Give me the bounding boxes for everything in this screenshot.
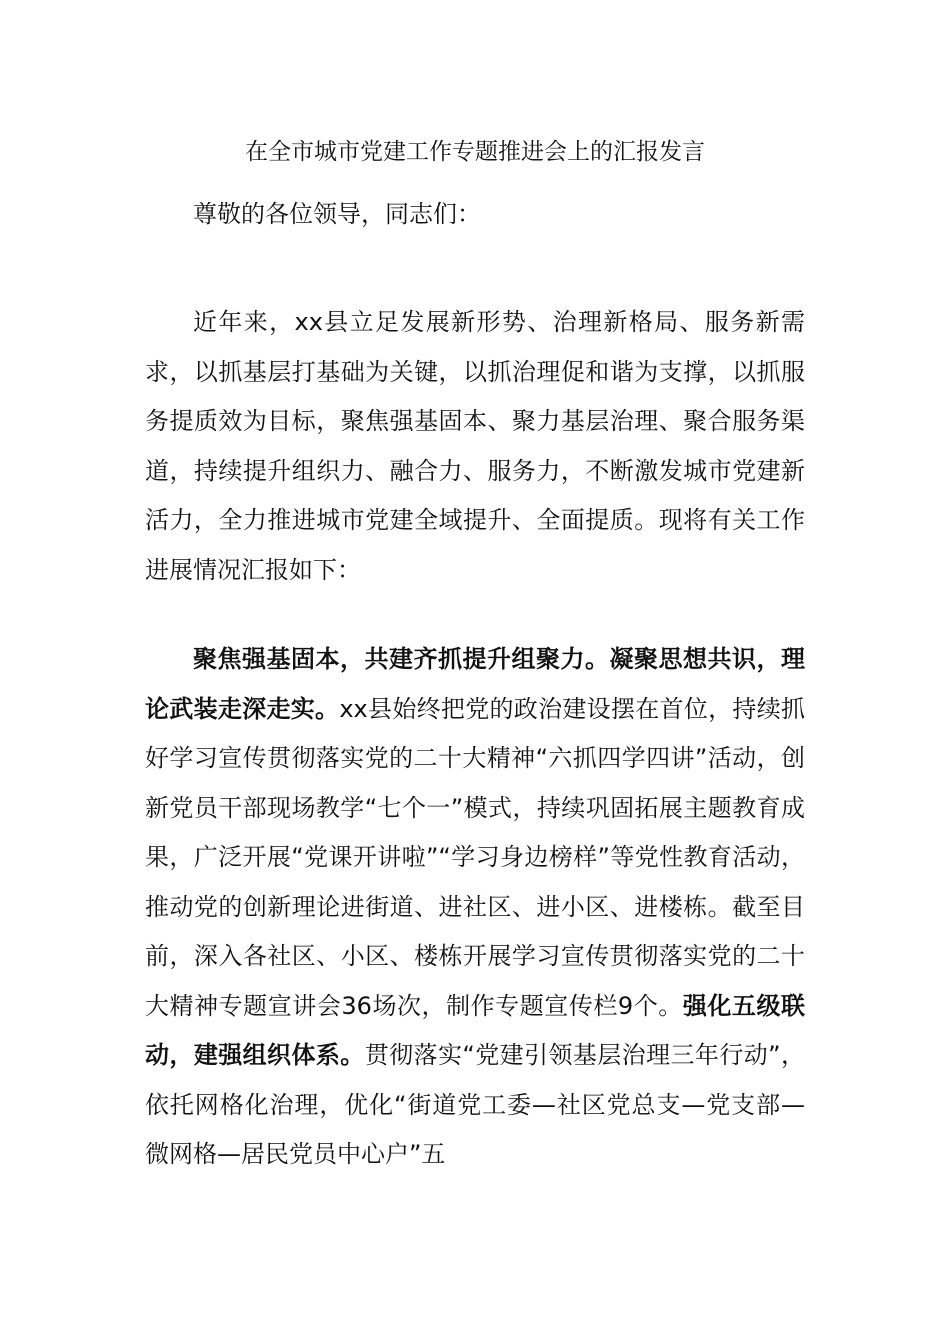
subsection-heading-organization: 强化五级联动，建强组织体系。 xyxy=(145,991,805,1069)
subsection-text-theory: xx县始终把党的政治建设摆在首位，持续抓好学习宣传贯彻落实党的二十大精神“六抓四学四讲”活动，创新党员干部现场教学“七个一”模式，持续巩固拓展主题教育成果，广泛开展“党课开讲啦”“学习身边榜样”等党性教育活动，推动党的创新理论进街道、进社区、进小区、进楼栋。截至目前，深入各社区、小区、楼栋开展学习宣传贯彻落实党的二十大精神专题宣讲会36场次，制作专题宣传栏9个。 xyxy=(145,694,806,1020)
salutation: 尊敬的各位领导，同志们： xyxy=(193,200,481,228)
intro-paragraph: 近年来，xx县立足发展新形势、治理新格局、服务新需求，以抓基层打基础为关键，以抓治理促和谐为支撑，以抓服务提质效为目标，聚焦强基固本、聚力基层治理、聚合服务渠道，持续提升组织力、融合力、服务力，不断激发城市党建新活力，全力推进城市党建全域提升、全面提质。现将有关工作进展情况汇报如下： xyxy=(145,308,805,584)
section-heading: 聚焦强基固本，共建齐抓提升组聚力。 xyxy=(193,645,610,673)
subsection-heading-theory: 凝聚思想共识，理论武装走深走实。 xyxy=(145,645,805,723)
document-title: 在全市城市党建工作专题推进会上的汇报发言 xyxy=(245,139,705,165)
section-paragraph xyxy=(145,635,805,1180)
subsection-text-organization: 贯彻落实“党建引领基层治理三年行动”，依托网格化治理，优化“街道党工委—社区党总支—党支部—微网格—居民党员中心户”五 xyxy=(145,1041,806,1168)
